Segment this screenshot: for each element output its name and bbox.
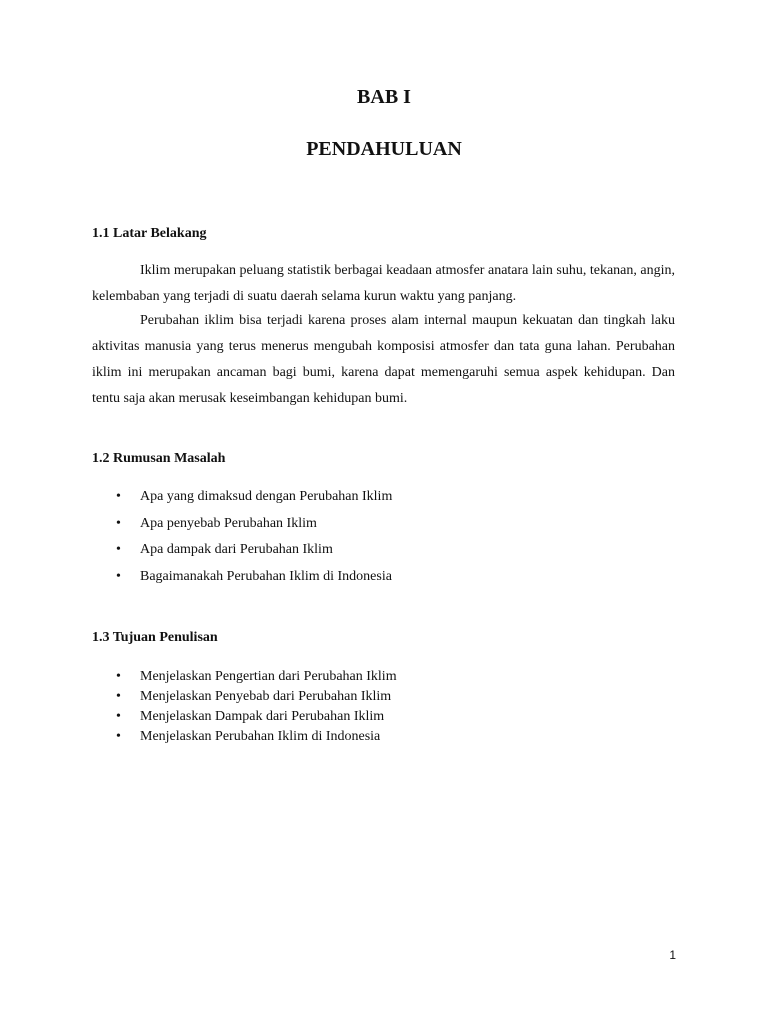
problem-list bbox=[92, 488, 392, 594]
section-heading-latar-belakang: 1.1 Latar Belakang bbox=[92, 226, 207, 241]
chapter-number: BAB I bbox=[357, 86, 411, 108]
list-item-text: Menjelaskan Pengertian dari Perubahan Iklim bbox=[140, 669, 397, 684]
bullet-icon: • bbox=[116, 515, 121, 531]
page-number: 1 bbox=[669, 948, 676, 962]
list-item-text: Menjelaskan Perubahan Iklim di Indonesia bbox=[140, 729, 381, 744]
objective-list bbox=[92, 668, 397, 748]
list-item-text: Apa penyebab Perubahan Iklim bbox=[140, 515, 317, 531]
bullet-icon: • bbox=[116, 729, 121, 744]
list-item-text: Apa dampak dari Perubahan Iklim bbox=[140, 542, 333, 557]
list-item bbox=[92, 728, 397, 748]
list-item bbox=[92, 488, 392, 515]
bullet-icon: • bbox=[116, 489, 121, 504]
bullet-icon: • bbox=[116, 709, 121, 724]
list-item-text: Menjelaskan Dampak dari Perubahan Iklim bbox=[140, 709, 385, 724]
list-item-text: Menjelaskan Penyebab dari Perubahan Iklim bbox=[140, 689, 392, 704]
list-item bbox=[92, 515, 392, 542]
bullet-icon: • bbox=[116, 689, 121, 704]
chapter-title: PENDAHULUAN bbox=[306, 138, 462, 160]
list-item bbox=[92, 668, 397, 688]
list-item-text: Apa yang dimaksud dengan Perubahan Iklim bbox=[140, 489, 393, 504]
list-item bbox=[92, 688, 397, 708]
paragraph-2: Perubahan iklim bisa terjadi karena proses alam internal maupun kekuatan dan tingkah laku aktivitas manusia yang terus menerus mengubah komposisi atmosfer dan tata guna lahan. Perubahan iklim ini merupakan ancaman bagi bumi, karena dapat memengaruhi semua aspek kehidupan. Dan tentu saja akan merusak keseimbangan kehidupan bumi. bbox=[92, 313, 675, 406]
section-heading-tujuan-penulisan: 1.3 Tujuan Penulisan bbox=[92, 630, 218, 645]
list-item bbox=[92, 568, 392, 595]
paragraph-1: Iklim merupakan peluang statistik berbagai keadaan atmosfer anatara lain suhu, tekanan, angin, kelembaban yang terjadi di suatu daerah selama kurun waktu yang panjang. bbox=[92, 263, 675, 304]
list-item-text: Bagaimanakah Perubahan Iklim di Indonesia bbox=[140, 568, 392, 584]
bullet-icon: • bbox=[116, 568, 121, 584]
bullet-icon: • bbox=[116, 542, 121, 557]
section-heading-rumusan-masalah: 1.2 Rumusan Masalah bbox=[92, 451, 226, 466]
list-item bbox=[92, 541, 392, 568]
list-item bbox=[92, 708, 397, 728]
bullet-icon: • bbox=[116, 669, 121, 684]
